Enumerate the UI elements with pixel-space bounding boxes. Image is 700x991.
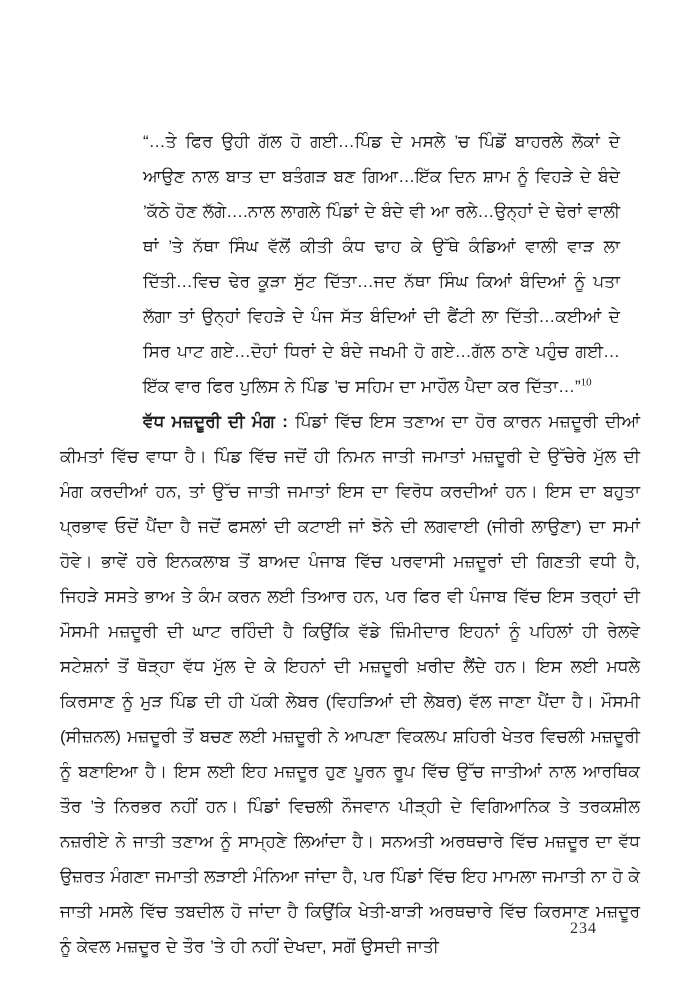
page-content — [60, 124, 640, 964]
body-paragraph — [60, 404, 640, 964]
block-quote — [143, 124, 620, 404]
paragraph-text: ਪਿੰਡਾਂ ਵਿੱਚ ਇਸ ਤਣਾਅ ਦਾ ਹੋਰ ਕਾਰਨ ਮਜ਼ਦੂਰੀ ਦੀਆਂ ਕੀਮਤਾਂ ਵਿੱਚ ਵਾਧਾ ਹੈ। ਪਿੰਡ ਵਿੱਚ ਜਦੋਂ ਹੀ ਨਿਮਨ ਜਾਤੀ ਜਮਾਤਾਂ ਮਜ਼ਦੂਰੀ ਦੇ ਉੱਚੇਰੇ ਮੁੱਲ ਦੀ ਮੰਗ ਕਰਦੀਆਂ ਹਨ, ਤਾਂ ਉੱਚ ਜਾਤੀ ਜਮਾਤਾਂ ਇਸ ਦਾ ਵਿਰੋਧ ਕਰਦੀਆਂ ਹਨ। ਇਸ ਦਾ ਬਹੁਤਾ ਪ੍ਰਭਾਵ ਓਦੋਂ ਪੈਂਦਾ ਹੈ ਜਦੋਂ ਫਸਲਾਂ ਦੀ ਕਟਾਈ ਜਾਂ ਝੋਨੇ ਦੀ ਲਗਵਾਈ (ਜੀਰੀ ਲਾਉਣਾ) ਦਾ ਸਮਾਂ ਹੋਵੇ। ਭਾਵੇਂ ਹਰੇ ਇਨਕਲਾਬ ਤੋਂ ਬਾਅਦ ਪੰਜਾਬ ਵਿੱਚ ਪਰਵਾਸੀ ਮਜ਼ਦੂਰਾਂ ਦੀ ਗਿਣਤੀ ਵਧੀ ਹੈ, ਜਿਹੜੇ ਸਸਤੇ ਭਾਅ ਤੇ ਕੰਮ ਕਰਨ ਲਈ ਤਿਆਰ ਹਨ, ਪਰ ਫਿਰ ਵੀ ਪੰਜਾਬ ਵਿੱਚ ਇਸ ਤਰ੍ਹਾਂ ਦੀ ਮੌਸਮੀ ਮਜ਼ਦੂਰੀ ਦੀ ਘਾਟ ਰਹਿੰਦੀ ਹੈ ਕਿਉਂਕਿ ਵੱਡੇ ਜ਼ਿੰਮੀਦਾਰ ਇਹਨਾਂ ਨੂੰ ਪਹਿਲਾਂ ਹੀ ਰੇਲਵੇ ਸਟੇਸ਼ਨਾਂ ਤੋਂ ਥੋੜ੍ਹਾ ਵੱਧ ਮੁੱਲ ਦੇ ਕੇ ਇਹਨਾਂ ਦੀ ਮਜ਼ਦੂਰੀ ਖ਼ਰੀਦ ਲੈਂਦੇ ਹਨ। ਇਸ ਲਈ ਮਧਲੇ ਕਿਰਸਾਣ ਨੂੰ ਮੁੜ ਪਿੰਡ ਦੀ ਹੀ ਪੱਕੀ ਲੇਬਰ (ਵਿਹੜਿਆਂ ਦੀ ਲੇਬਰ) ਵੱਲ ਜਾਣਾ ਪੈਂਦਾ ਹੈ। ਮੌਸਮੀ (ਸੀਜ਼ਨਲ) ਮਜ਼ਦੂਰੀ ਤੋਂ ਬਚਣ ਲਈ ਮਜ਼ਦੂਰੀ ਨੇ ਆਪਣਾ ਵਿਕਲਪ ਸ਼ਹਿਰੀ ਖੇਤਰ ਵਿਚਲੀ ਮਜ਼ਦੂਰੀ ਨੂੰ ਬਣਾਇਆ ਹੈ। ਇਸ ਲਈ ਇਹ ਮਜ਼ਦੂਰ ਹੁਣ ਪੂਰਨ ਰੂਪ ਵਿੱਚ ਉੱਚ ਜਾਤੀਆਂ ਨਾਲ ਆਰਥਿਕ ਤੌਰ ’ਤੇ ਨਿਰਭਰ ਨਹੀਂ ਹਨ। ਪਿੰਡਾਂ ਵਿਚਲੀ ਨੌਜਵਾਨ ਪੀੜ੍ਹੀ ਦੇ ਵਿਗਿਆਨਿਕ ਤੇ ਤਰਕਸ਼ੀਲ ਨਜ਼ਰੀਏ ਨੇ ਜਾਤੀ ਤਣਾਅ ਨੂੰ ਸਾਮ੍ਹਣੇ ਲਿਆਂਦਾ ਹੈ। ਸਨਅਤੀ ਅਰਥਚਾਰੇ ਵਿੱਚ ਮਜ਼ਦੂਰ ਦਾ ਵੱਧ ਉਜ਼ਰਤ ਮੰਗਣਾ ਜਮਾਤੀ ਲੜਾਈ ਮੰਨਿਆ ਜਾਂਦਾ ਹੈ, ਪਰ ਪਿੰਡਾਂ ਵਿੱਚ ਇਹ ਮਾਮਲਾ ਜਮਾਤੀ ਨਾ ਹੋ ਕੇ ਜਾਤੀ ਮਸਲੇ ਵਿੱਚ ਤਬਦੀਲ ਹੋ ਜਾਂਦਾ ਹੈ ਕਿਉਂਕਿ ਖੇਤੀ-ਬਾੜੀ ਅਰਥਚਾਰੇ ਵਿੱਚ ਕਿਰਸਾਣ ਮਜ਼ਦੂਰ ਨੂੰ ਕੇਵਲ ਮਜ਼ਦੂਰ ਦੇ ਤੌਰ ’ਤੇ ਹੀ ਨਹੀਂ ਦੇਖਦਾ, ਸਗੋਂ ਉਸਦੀ ਜਾਤੀ — [60, 412, 640, 956]
footnote-marker: 10 — [580, 376, 592, 389]
page-number: 234 — [570, 920, 597, 937]
quote-text: “…ਤੇ ਫਿਰ ਉਹੀ ਗੱਲ ਹੋ ਗਈ…ਪਿੰਡ ਦੇ ਮਸਲੇ ’ਚ ਪਿੰਡੋਂ ਬਾਹਰਲੇ ਲੋਕਾਂ ਦੇ ਆਉਣ ਨਾਲ ਬਾਤ ਦਾ ਬਤੰਗੜ ਬਣ ਗਿਆ…ਇੱਕ ਦਿਨ ਸ਼ਾਮ ਨੂੰ ਵਿਹੜੇ ਦੇ ਬੰਦੇ ’ਕੱਠੇ ਹੋਣ ਲੱਗੇ….ਨਾਲ ਲਾਗਲੇ ਪਿੰਡਾਂ ਦੇ ਬੰਦੇ ਵੀ ਆ ਰਲੇ…ਉਨ੍ਹਾਂ ਦੇ ਢੇਰਾਂ ਵਾਲੀ ਥਾਂ ’ਤੇ ਨੱਥਾ ਸਿੰਘ ਵੱਲੋਂ ਕੀਤੀ ਕੰਧ ਢਾਹ ਕੇ ਉੱਥੇ ਕੰਡਿਆਂ ਵਾਲੀ ਵਾੜ ਲਾ ਦਿੱਤੀ…ਵਿਚ ਢੇਰ ਕੂੜਾ ਸੁੱਟ ਦਿੱਤਾ…ਜਦ ਨੱਥਾ ਸਿੰਘ ਕਿਆਂ ਬੰਦਿਆਂ ਨੂੰ ਪਤਾ ਲੱਗਾ ਤਾਂ ਉਨ੍ਹਾਂ ਵਿਹੜੇ ਦੇ ਪੰਜ ਸੱਤ ਬੰਦਿਆਂ ਦੀ ਫੈਂਟੀ ਲਾ ਦਿੱਤੀ…ਕਈਆਂ ਦੇ ਸਿਰ ਪਾਟ ਗਏ…ਦੋਹਾਂ ਧਿਰਾਂ ਦੇ ਬੰਦੇ ਜਖਮੀ ਹੋ ਗਏ…ਗੱਲ ਠਾਣੇ ਪਹੁੰਚ ਗਈ…ਇੱਕ ਵਾਰ ਫਿਰ ਪੁਲਿਸ ਨੇ ਪਿੰਡ ’ਚ ਸਹਿਮ ਦਾ ਮਾਹੌਲ ਪੈਦਾ ਕਰ ਦਿੱਤਾ…” — [143, 132, 620, 396]
paragraph-heading: ਵੱਧ ਮਜ਼ਦੂਰੀ ਦੀ ਮੰਗ : — [143, 412, 288, 431]
